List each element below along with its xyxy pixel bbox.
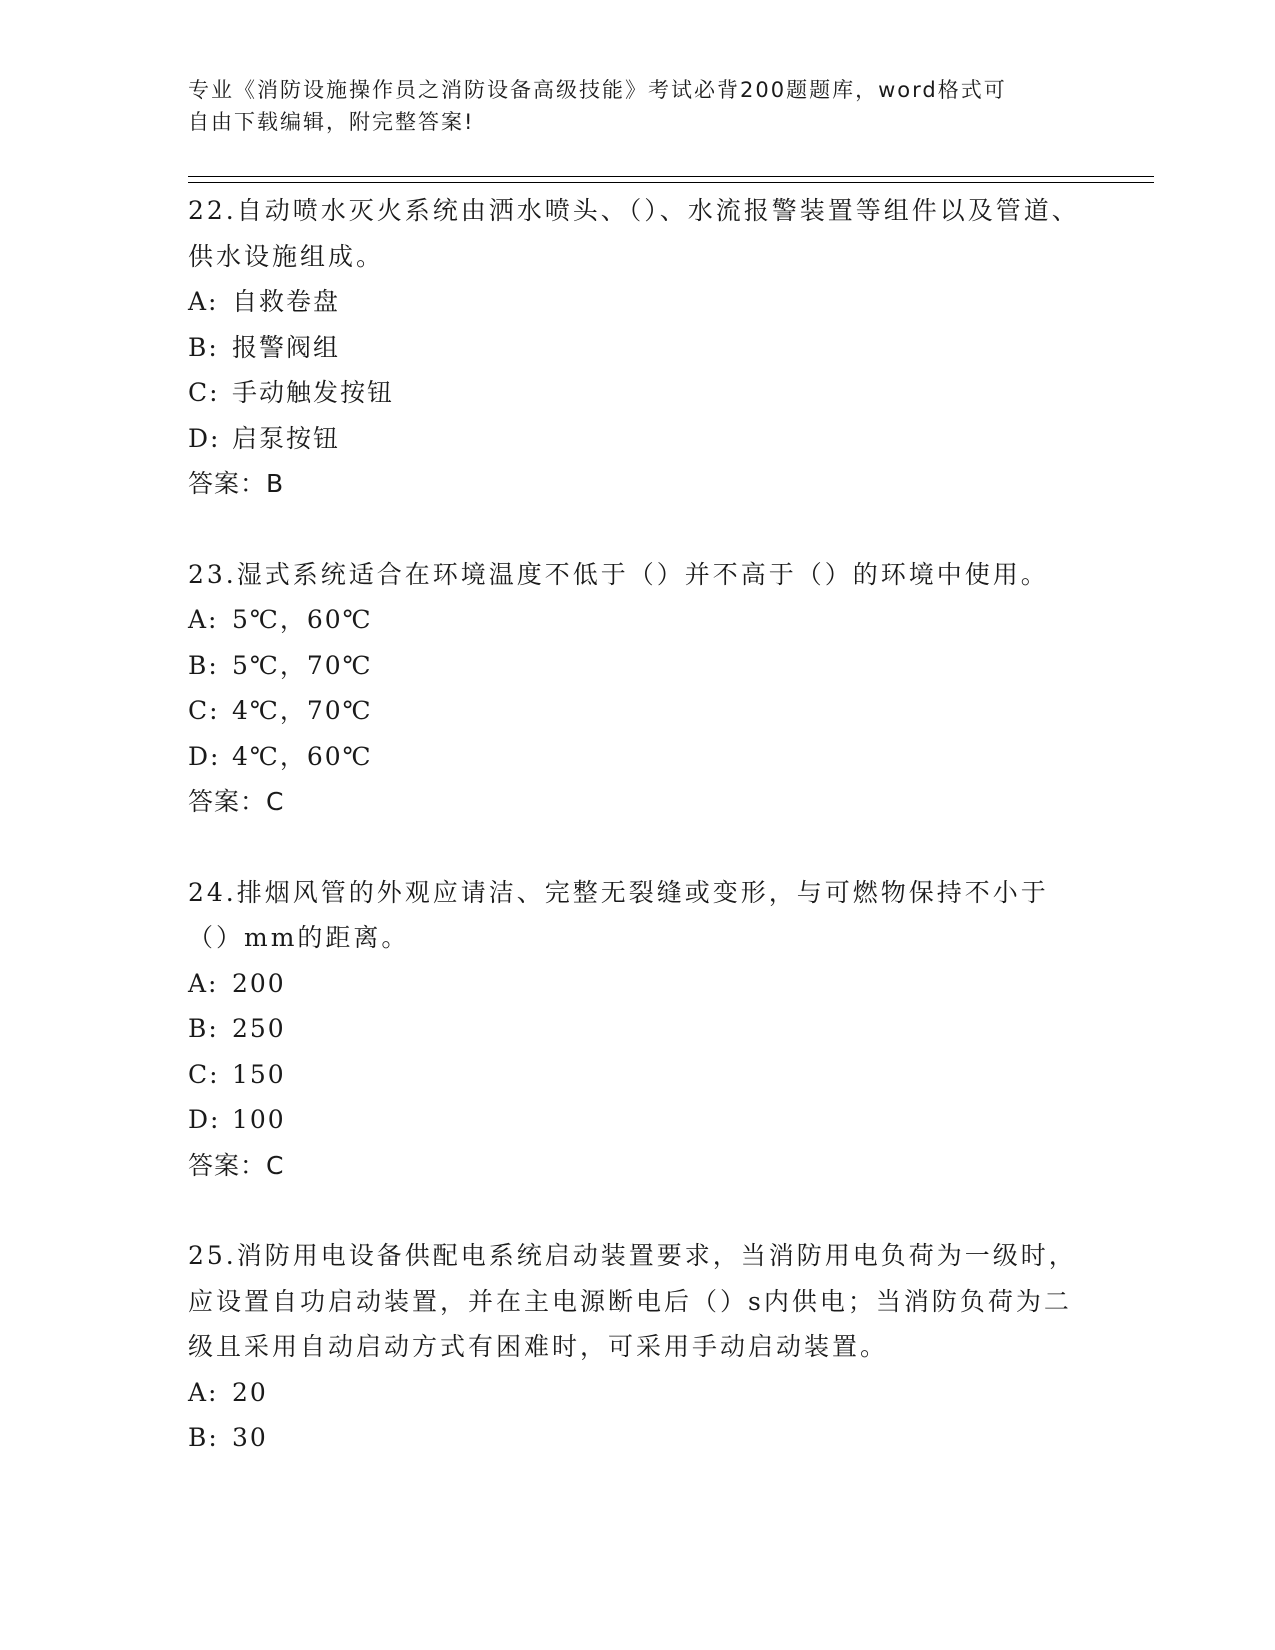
option-letter: B: [188, 332, 219, 362]
option-b [188, 1006, 1088, 1052]
header-divider-top [188, 176, 1154, 177]
option-letter: B: [188, 1014, 219, 1043]
option-b [188, 643, 1088, 689]
option-text: 4℃，60℃ [232, 741, 373, 771]
option-a [188, 597, 1088, 643]
option-text: 150 [232, 1059, 286, 1089]
answer-line: 答案：C [188, 787, 285, 816]
question-24 [188, 870, 1088, 1189]
option-text: 手动触发按钮 [232, 378, 395, 407]
option-text: 100 [232, 1105, 286, 1134]
option-c [188, 1052, 1088, 1098]
option-d [188, 734, 1088, 780]
question-22 [188, 188, 1088, 507]
option-text: 20 [232, 1377, 268, 1407]
option-letter: C: [188, 696, 220, 725]
option-text: 报警阀组 [232, 332, 341, 362]
question-stem: 22.自动喷水灭火系统由洒水喷头、（）、水流报警装置等组件以及管道、供水设施组成。 [188, 196, 1080, 271]
option-b [188, 1415, 1088, 1461]
option-c [188, 370, 1088, 416]
document-header [188, 74, 1068, 138]
question-stem: 25.消防用电设备供配电系统启动装置要求，当消防用电负荷为一级时，应设置自功启动装置，并在主电源断电后（）s内供电；当消防负荷为二级且采用自动启动方式有困难时，可采用手动启动装置。 [188, 1241, 1077, 1361]
option-letter: D: [188, 741, 221, 771]
option-letter: A: [188, 1377, 219, 1407]
option-letter: D: [188, 423, 221, 453]
option-a [188, 1370, 1088, 1416]
option-text: 5℃，60℃ [232, 605, 373, 634]
option-text: 5℃，70℃ [232, 650, 373, 680]
option-text: 250 [232, 1014, 286, 1043]
question-list [188, 188, 1088, 1506]
option-letter: A: [188, 968, 219, 998]
option-a [188, 961, 1088, 1007]
question-stem: 23.湿式系统适合在环境温度不低于（）并不高于（）的环境中使用。 [188, 559, 1049, 589]
option-text: 4℃，70℃ [232, 696, 373, 725]
question-stem: 24.排烟风管的外观应请洁、完整无裂缝或变形，与可燃物保持不小于（）mm的距离。 [188, 877, 1049, 952]
option-letter: C: [188, 1059, 220, 1089]
option-letter: A: [188, 605, 219, 634]
option-letter: D: [188, 1105, 221, 1134]
option-letter: C: [188, 378, 220, 407]
header-line-1: 专业《消防设施操作员之消防设备高级技能》考试必背200题题库，word格式可 [188, 78, 1007, 102]
answer-line: 答案：B [188, 469, 285, 498]
option-text: 启泵按钮 [232, 423, 341, 453]
option-letter: B: [188, 650, 219, 680]
header-line-2: 自由下载编辑，附完整答案! [188, 110, 475, 134]
answer-line: 答案：C [188, 1150, 285, 1180]
option-letter: B: [188, 1423, 219, 1452]
option-d [188, 416, 1088, 462]
option-b [188, 325, 1088, 371]
option-text: 自救卷盘 [232, 287, 341, 316]
option-d [188, 1097, 1088, 1143]
option-text: 200 [232, 968, 286, 998]
option-a [188, 279, 1088, 325]
question-25 [188, 1233, 1088, 1461]
option-letter: A: [188, 287, 219, 316]
option-text: 30 [232, 1423, 268, 1452]
header-divider-bottom [188, 182, 1154, 183]
question-23 [188, 552, 1088, 825]
option-c [188, 688, 1088, 734]
